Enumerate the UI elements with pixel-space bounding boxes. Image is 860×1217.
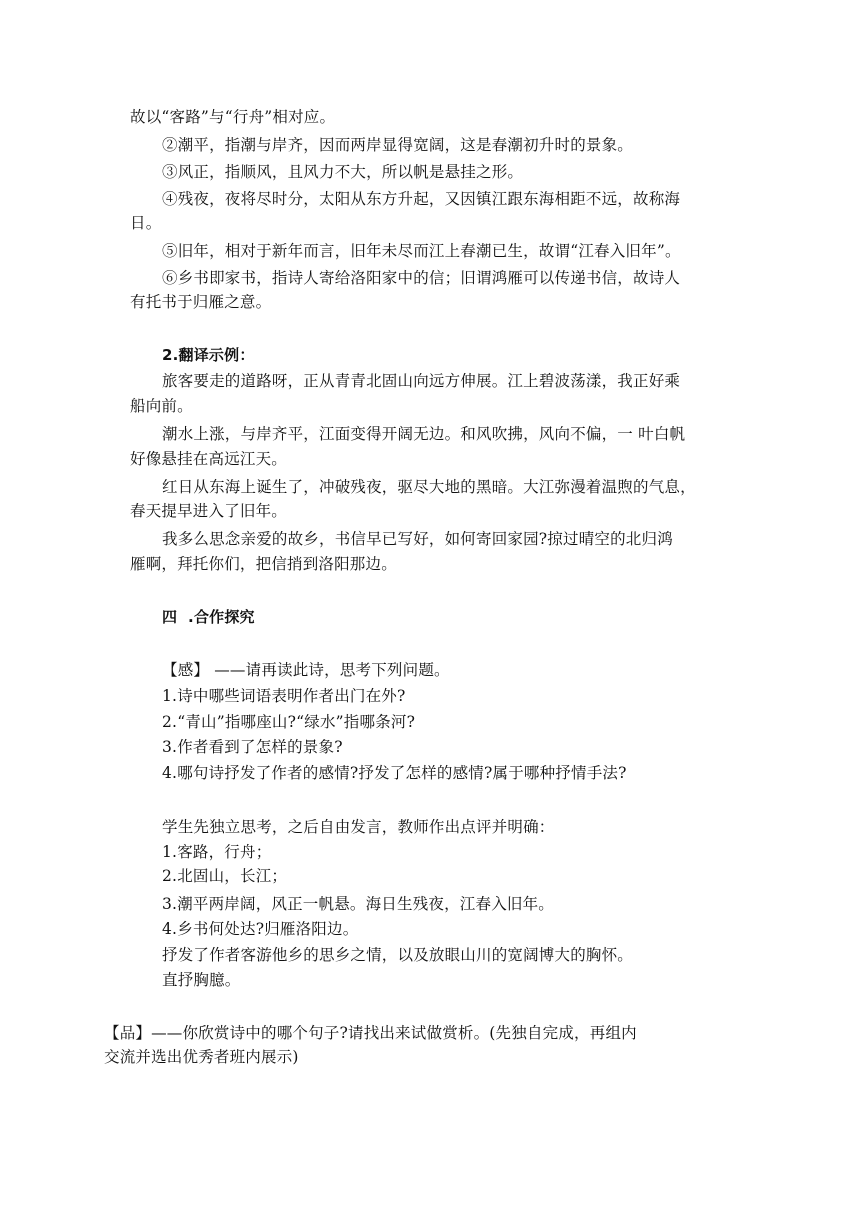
note-4-line2: 日。 xyxy=(130,214,162,232)
pin-line2: 交流并选出优秀者班内展示) xyxy=(104,1048,299,1066)
note-5: ⑤旧年，相对于新年而言，旧年未尽而江上春潮已生，故谓“江春入旧年”。 xyxy=(162,242,681,260)
translation-p1-line1: 旅客要走的道路呀，正从青青北固山向远方伸展。江上碧波荡漾，我正好乘 xyxy=(162,372,681,390)
question-3: 3.作者看到了怎样的景象? xyxy=(162,738,343,756)
translation-p4-line1: 我多么思念亲爱的故乡，书信早已写好，如何寄回家园?掠过晴空的北归鸿 xyxy=(162,530,673,548)
answer-3: 3.潮平两岸阔，风正一帆悬。海日生残夜，江春入旧年。 xyxy=(162,895,554,913)
translation-p3-line1: 红日从东海上诞生了，冲破残夜，驱尽大地的黑暗。大江弥漫着温煦的气息， xyxy=(162,478,696,496)
translation-p1-line2: 船向前。 xyxy=(130,397,193,415)
translation-p2-line2: 好像悬挂在高远江天。 xyxy=(130,450,288,468)
note-4-line1: ④残夜，夜将尽时分，太阳从东方升起，又因镇江跟东海相距不远，故称海 xyxy=(162,190,681,208)
section4-heading: 四 .合作探究 xyxy=(162,608,255,626)
note-2: ②潮平，指潮与岸齐，因而两岸显得宽阔，这是春潮初升时的景象。 xyxy=(162,136,634,154)
summary: 抒发了作者客游他乡的思乡之情，以及放眼山川的宽阔博大的胸怀。 xyxy=(162,946,634,964)
method: 直抒胸臆。 xyxy=(162,971,241,989)
answer-4: 4.乡书何处达?归雁洛阳边。 xyxy=(162,920,359,938)
pin-line1: 【品】——你欣赏诗中的哪个句子?请找出来试做赏析。(先独自完成，再组内 xyxy=(104,1024,637,1042)
note-6-line2: 有托书于归雁之意。 xyxy=(130,293,272,311)
translation-p4-line2: 雁啊，拜托你们，把信捎到洛阳那边。 xyxy=(130,555,397,573)
note-6-line1: ⑥乡书即家书，指诗人寄给洛阳家中的信；旧谓鸿雁可以传递书信，故诗人 xyxy=(162,269,681,287)
question-1: 1.诗中哪些词语表明作者出门在外? xyxy=(162,687,406,705)
question-2: 2.“青山”指哪座山?“绿水”指哪条河? xyxy=(162,713,416,731)
note-continuation: 故以“客路”与“行舟”相对应。 xyxy=(130,108,336,126)
question-4: 4.哪句诗抒发了作者的感情?抒发了怎样的感情?属于哪种抒情手法? xyxy=(162,764,627,782)
translation-p2-line1: 潮水上涨，与岸齐平，江面变得开阔无边。和风吹拂，风向不偏，一 叶白帆 xyxy=(162,425,686,443)
answer-1: 1.客路，行舟； xyxy=(162,843,272,861)
answer-intro: 学生先独立思考，之后自由发言，教师作出点评并明确： xyxy=(162,818,555,836)
translation-heading: 2.翻译示例： xyxy=(162,346,255,364)
gan-intro: 【感】 ——请再读此诗，思考下列问题。 xyxy=(162,661,450,679)
translation-p3-line2: 春天提早进入了旧年。 xyxy=(130,502,288,520)
answer-2: 2.北固山，长江； xyxy=(162,867,288,885)
note-3: ③风正，指顺风，且风力不大，所以帆是悬挂之形。 xyxy=(162,163,524,181)
